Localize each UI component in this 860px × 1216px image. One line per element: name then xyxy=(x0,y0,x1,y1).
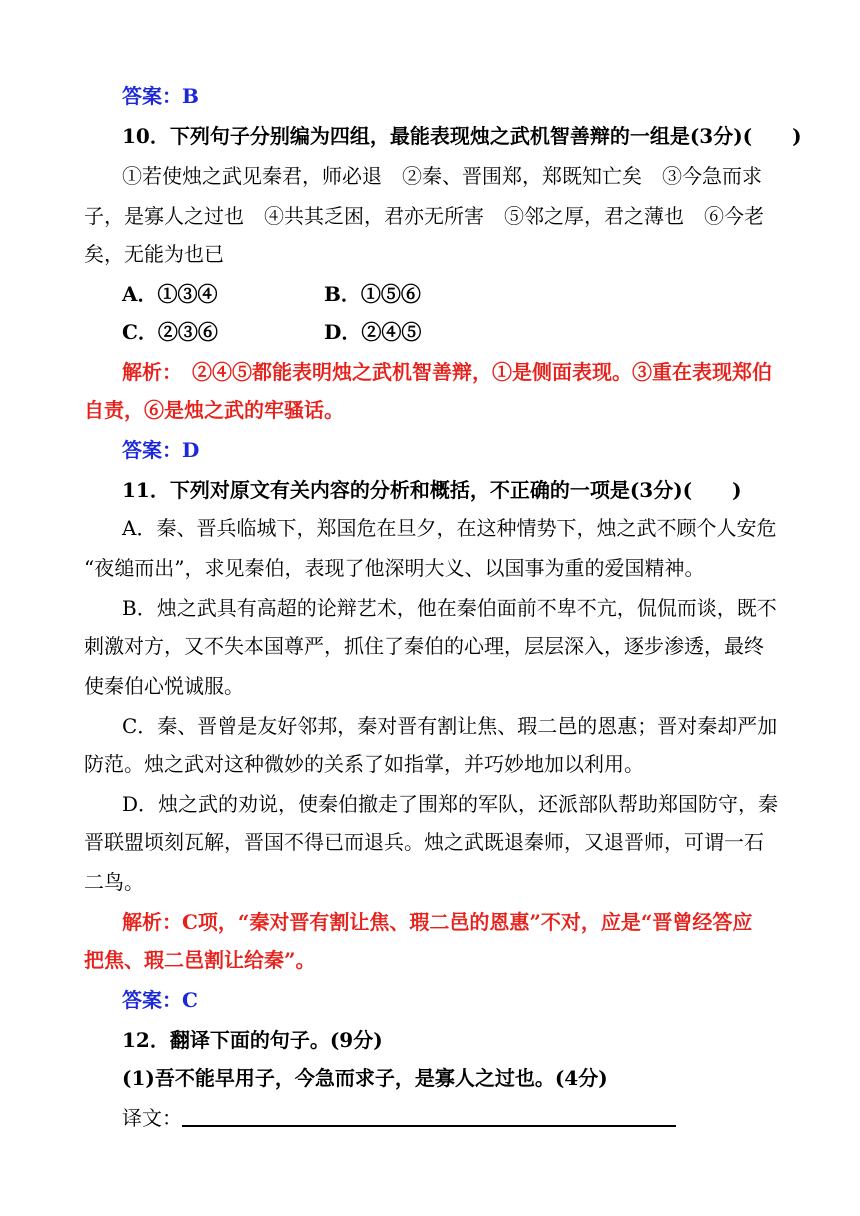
question-11-option-b-line-2: 刺激对方，又不失本国尊严，抓住了秦伯的心理，层层深入，逐步渗透，最终 xyxy=(84,634,764,658)
question-10-stem xyxy=(0,116,860,156)
answer-b: 答案：B xyxy=(122,84,199,108)
question-11-option-b-line-3: 使秦伯心悦诚服。 xyxy=(84,674,244,698)
question-11-option-a-line-2: “夜缒而出”，求见秦伯，表现了他深明大义、以国事为重的爱国精神。 xyxy=(84,556,705,580)
option-b: B．①⑤⑥ xyxy=(324,282,421,306)
question-10-line-1: ①若使烛之武见秦君，师必退 ②秦、晋围郑，郑既知亡矣 ③今急而求 xyxy=(122,164,762,188)
question-11-option-d-line-3: 二鸟。 xyxy=(84,870,144,894)
question-10-line-2: 子，是寡人之过也 ④共其乏困，君亦无所害 ⑤邻之厚，君之薄也 ⑥今老 xyxy=(84,204,764,228)
option-a: A．①③④ xyxy=(122,282,218,306)
translation-row xyxy=(0,1098,860,1138)
option-d: D．②④⑤ xyxy=(324,320,422,344)
question-10-analysis-line-2: 自责，⑥是烛之武的牢骚话。 xyxy=(84,398,344,422)
question-11-option-a-line-1: A．秦、晋兵临城下，郑国危在旦夕，在这种情势下，烛之武不顾个人安危 xyxy=(122,516,777,540)
translation-label: 译文： xyxy=(122,1106,182,1130)
question-10-stem-text: 10．下列句子分别编为四组，最能表现烛之武机智善辩的一组是(3分)( xyxy=(122,124,753,148)
question-11-option-c-line-2: 防范。烛之武对这种微妙的关系了如指掌，并巧妙地加以利用。 xyxy=(84,752,644,776)
question-10-options-row-1 xyxy=(0,274,860,314)
question-11-option-d-line-2: 晋联盟顷刻瓦解，晋国不得已而退兵。烛之武既退秦师，又退晋师，可谓一石 xyxy=(84,830,764,854)
question-11-option-b-line-1: B．烛之武具有高超的论辩艺术，他在秦伯面前不卑不亢，侃侃而谈，既不 xyxy=(122,596,777,620)
question-12-sub-1: (1)吾不能早用子，今急而求子，是寡人之过也。(4分) xyxy=(122,1066,608,1090)
question-10-line-3: 矣，无能为也已 xyxy=(84,242,224,266)
question-11-stem-text: 11．下列对原文有关内容的分析和概括，不正确的一项是(3分)( xyxy=(122,478,693,502)
question-11-analysis-line-1: 解析：C项，“秦对晋有割让焦、瑕二邑的恩惠”不对，应是“晋曾经答应 xyxy=(122,910,753,934)
question-12-stem: 12．翻译下面的句子。(9分) xyxy=(122,1028,383,1052)
question-11-close-paren: ) xyxy=(732,478,742,502)
question-11-option-c-line-1: C．秦、晋曾是友好邻邦，秦对晋有割让焦、瑕二邑的恩惠；晋对秦却严加 xyxy=(122,714,778,738)
question-11-answer: 答案：C xyxy=(122,988,198,1012)
question-10-options-row-2 xyxy=(0,312,860,352)
option-c: C．②③⑥ xyxy=(122,320,218,344)
question-11-analysis-line-2: 把焦、瑕二邑割让给秦”。 xyxy=(84,948,316,972)
question-10-analysis-line-1: 解析： ②④⑤都能表明烛之武机智善辩，①是侧面表现。③重在表现郑伯 xyxy=(122,360,772,384)
question-10-close-paren: ) xyxy=(792,124,802,148)
question-10-answer: 答案：D xyxy=(122,438,200,462)
question-11-stem xyxy=(0,470,860,510)
question-11-option-d-line-1: D．烛之武的劝说，使秦伯撤走了围郑的军队，还派部队帮助郑国防守，秦 xyxy=(122,792,779,816)
translation-blank[interactable] xyxy=(182,1101,676,1127)
